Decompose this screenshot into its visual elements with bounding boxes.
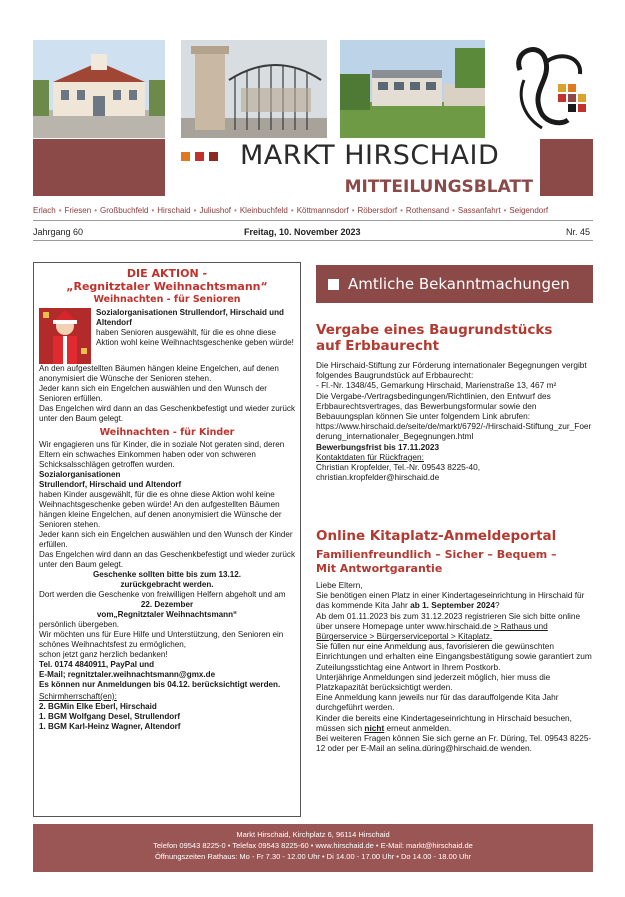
footer-hours: Öffnungszeiten Rathaus: Mo - Fr 7.30 - 12.00 Uhr • Di 14.00 - 17.00 Uhr • Do 14.00 - 18.00 Uhr [154, 852, 472, 861]
text-block: Jeder kann sich ein Engelchen auswählen und den Wunsch der Kinder erfüllen. [39, 530, 293, 549]
text-block: Eine Anmeldung kann jeweils nur für das darauffolgende Kita Jahr durchgeführt werden. [316, 692, 559, 713]
town-item: Köttmannsdorf [296, 206, 349, 215]
town-item: Kleinbuchfeld [239, 206, 288, 215]
page-subtitle: MITTEILUNGSBLATT [344, 177, 533, 197]
senioren-text: haben Senioren ausgewählt, für die es ohne diese Aktion wohl keine Weihnachtsgeschenke geben würde! [96, 328, 294, 347]
town-item: Erlach [33, 206, 56, 215]
text-block: Unterjährige Anmeldungen sind jederzeit möglich, hier muss die Platzkapazität berücksichtigt werden. [316, 671, 551, 693]
footer [33, 824, 593, 872]
photo-gate [181, 40, 327, 138]
text-block: - Fl.-Nr. 1348/45, Gemarkung Hirschaid, Marienstraße 13, 467 m² [316, 380, 557, 391]
town-item: Großbuchfeld [100, 206, 149, 215]
footer-address: Markt Hirschaid, Kirchplatz 6, 96114 Hirschaid [236, 830, 390, 839]
return-deadline: Geschenke sollten bitte bis zum 13.12. zurückgebracht werden. [93, 570, 241, 589]
registration-note: Es können nur Anmeldungen bis 04.12. berücksichtigt werden. [39, 680, 281, 689]
patronage-label: Schirmherrschaft(en): [39, 692, 117, 701]
article-kitaplatz [316, 528, 593, 753]
stiftung-link[interactable]: https://www.hirschaid.de/seite/de/markt/6792/-/Hirschaid-Stiftung_zur_Foerderung_internationaler_Begegnungen.html [316, 421, 592, 442]
patron-2: 1. BGM Wolfgang Desel, Strullendorf [39, 712, 181, 721]
santa-image [39, 308, 91, 364]
text-block: Sie füllen nur eine Anmeldung aus, favorisieren die gewünschten Einrichtungen und erhalten eine Eingangsbestätigung sowie garantiert zum Zuteilungsstichtag eine Antwort in Ihrem Postkorb. [316, 641, 592, 672]
aktion-title-2: „Regnitztaler Weihnachtsmann“ [66, 280, 268, 293]
issue-jahrgang: Jahrgang 60 [33, 227, 84, 237]
header-band-right [540, 139, 593, 196]
kinder-org-2: Strullendorf, Hirschaid und Altendorf [39, 480, 182, 489]
town-item: Sassanfahrt [457, 206, 501, 215]
town-item: Juliushof [199, 206, 232, 215]
handover-date: 22. Dezember [140, 600, 194, 609]
contact-email-link[interactable]: christian.kropfelder@hirschaid.de [316, 472, 440, 483]
page-title: MARKT HIRSCHAID [240, 140, 500, 171]
text-block: haben Kinder ausgewählt, für die es ohne diese Aktion wohl keine Weihnachtsgeschenke geben würde! An den aufgestellten Bäumen hängen kleine Engelchen, auf denen anonymisiert die Wünsche der Senioren stehen. [39, 490, 282, 529]
weihnachtsmann-box [33, 262, 301, 817]
header-squares [181, 152, 241, 162]
portal-link[interactable]: > Rathaus und Bürgerservice > Bürgerserviceportal > Kitaplatz. [316, 620, 548, 642]
text-block: Jeder kann sich ein Engelchen auswählen und den Wunsch der Senioren erfüllen. [39, 384, 267, 403]
kinder-org-1: Sozialorganisationen [39, 470, 121, 479]
text-block: Die Vergabe-/Vertragsbedingungen/Richtlinien, den Entwurf des Erbbaurechtsvertrages, das Bewerbungsformular sowie den Bebauungsplan können Sie unter folgendem Link abrufen: [316, 390, 551, 422]
banner-square-icon [328, 279, 339, 290]
footer-contact: Telefon 09543 8225-0 • Telefax 09543 8225-60 • www.hirschaid.de • E-Mail: markt@hirschaid.de [153, 841, 473, 850]
logo-mark [502, 40, 592, 138]
article-subtitle: Familienfreundlich – Sicher – Bequem – [316, 548, 557, 561]
text-block: Die Hirschaid-Stiftung zur Förderung internationaler Begegnungen vergibt folgendes Baugrundstück auf Erbbaurecht: [316, 360, 587, 381]
text-block: Sie benötigen einen Platz in einer Kindertageseinrichtung in Hirschaid für das kommende Kita Jahr ab 1. September 2024? [316, 590, 585, 611]
divider-top [33, 220, 593, 221]
contact-phone: Tel. 0174 4840911, PayPal und [39, 660, 155, 669]
application-deadline: Bewerbungsfrist bis 17.11.2023 [316, 441, 440, 452]
section-kinder: Weihnachten - für Kinder [99, 427, 235, 438]
text-block: schon jetzt ganz herzlich bedanken! [39, 650, 168, 659]
article-title: Online Kitaplatz-Anmeldeportal [316, 528, 557, 544]
contact-label: Kontaktdaten für Rückfragen: [316, 451, 424, 462]
town-item: Röbersdorf [357, 206, 398, 215]
text-block: Kinder die bereits eine Kindertageseinrichtung in Hirschaid besuchen, müssen sich nicht erneut anmelden. [316, 712, 572, 733]
patron-3: 1. BGM Karl-Heinz Wagner, Altendorf [39, 722, 181, 731]
article-title: Vergabe eines Baugrundstücks [316, 322, 553, 338]
section-banner [316, 265, 593, 303]
town-item: Seigendorf [509, 206, 549, 215]
town-list: Erlach • Friesen • Großbuchfeld • Hirschaid • Juliushof • Kleinbuchfeld • Köttmannsdorf • Röbersdorf • Rothensand • Sassanfahrt • Seigendorf [33, 206, 549, 215]
photo-building [340, 40, 485, 138]
town-item: Hirschaid [157, 206, 191, 215]
article-baugrund [316, 322, 593, 482]
text-block: Das Engelchen wird dann an das Geschenkbefestigt und wieder zurück unter den Baum gelegt. [39, 550, 296, 569]
town-item: Friesen [64, 206, 92, 215]
text-block: Dort werden die Geschenke von freiwilligen Helfern abgeholt und am [39, 590, 286, 599]
banner-title: Amtliche Bekanntmachungen [348, 275, 570, 293]
greeting: Liebe Eltern, [316, 580, 363, 590]
text-block: Bei weiteren Fragen können Sie sich gerne an Fr. Düring, Tel. 09543 8225-12 oder per E-Mail an selina.düring@hirschaid.de wenden. [316, 733, 592, 754]
text-block: An den aufgestellten Bäumen hängen kleine Engelchen, auf denen anonymisiert die Wünsche der Senioren stehen. [39, 364, 279, 383]
aktion-title: DIE AKTION - [126, 267, 208, 280]
text-block: Das Engelchen wird dann an das Geschenkbefestigt und wieder zurück unter den Baum gelegt. [39, 404, 296, 423]
contact-person: Christian Kropfelder, Tel.-Nr. 09543 8225-40, [316, 462, 481, 473]
divider-bottom [33, 240, 593, 241]
handover-by: vom„Regnitztaler Weihnachtsmann“ [96, 610, 238, 619]
section-senioren: Weihnachten - für Senioren [93, 294, 241, 305]
header-band-left [33, 139, 165, 196]
patron-1: 2. BGMin Elke Eberl, Hirschaid [39, 702, 157, 711]
text-block: Ab dem 01.11.2023 bis zum 31.12.2023 registrieren Sie sich bitte online über unsere Homepage unter www.hirschaid.de > Rathaus und Bürgerservice > Bürgerserviceportal > Kitaplatz. [316, 610, 581, 642]
text-block: Wir engagieren uns für Kinder, die in soziale Not geraten sind, deren Eltern ein schwaches Einkommen haben oder von schweren Schicksalsschlägen getroffen wurden. [39, 440, 285, 469]
text-block: Wir möchten uns für Eure Hilfe und Unterstützung, den Senioren ein schönes Weihnachtsfest zu ermöglichen, [39, 630, 284, 649]
issue-number: Nr. 45 [566, 227, 591, 237]
article-title-2: auf Erbbaurecht [316, 338, 440, 354]
senioren-org: Sozialorganisationen Strullendorf, Hirschaid und Altendorf [96, 308, 284, 327]
article-subtitle-2: Mit Antwortgarantie [316, 562, 443, 575]
contact-email: E-Mail; regnitztaler.weihnachtsmann@gmx.de [39, 670, 216, 679]
issue-date: Freitag, 10. November 2023 [244, 227, 361, 237]
text-block: persönlich übergeben. [39, 620, 120, 629]
photo-town-hall [33, 40, 165, 138]
town-item: Rothensand [405, 206, 450, 215]
